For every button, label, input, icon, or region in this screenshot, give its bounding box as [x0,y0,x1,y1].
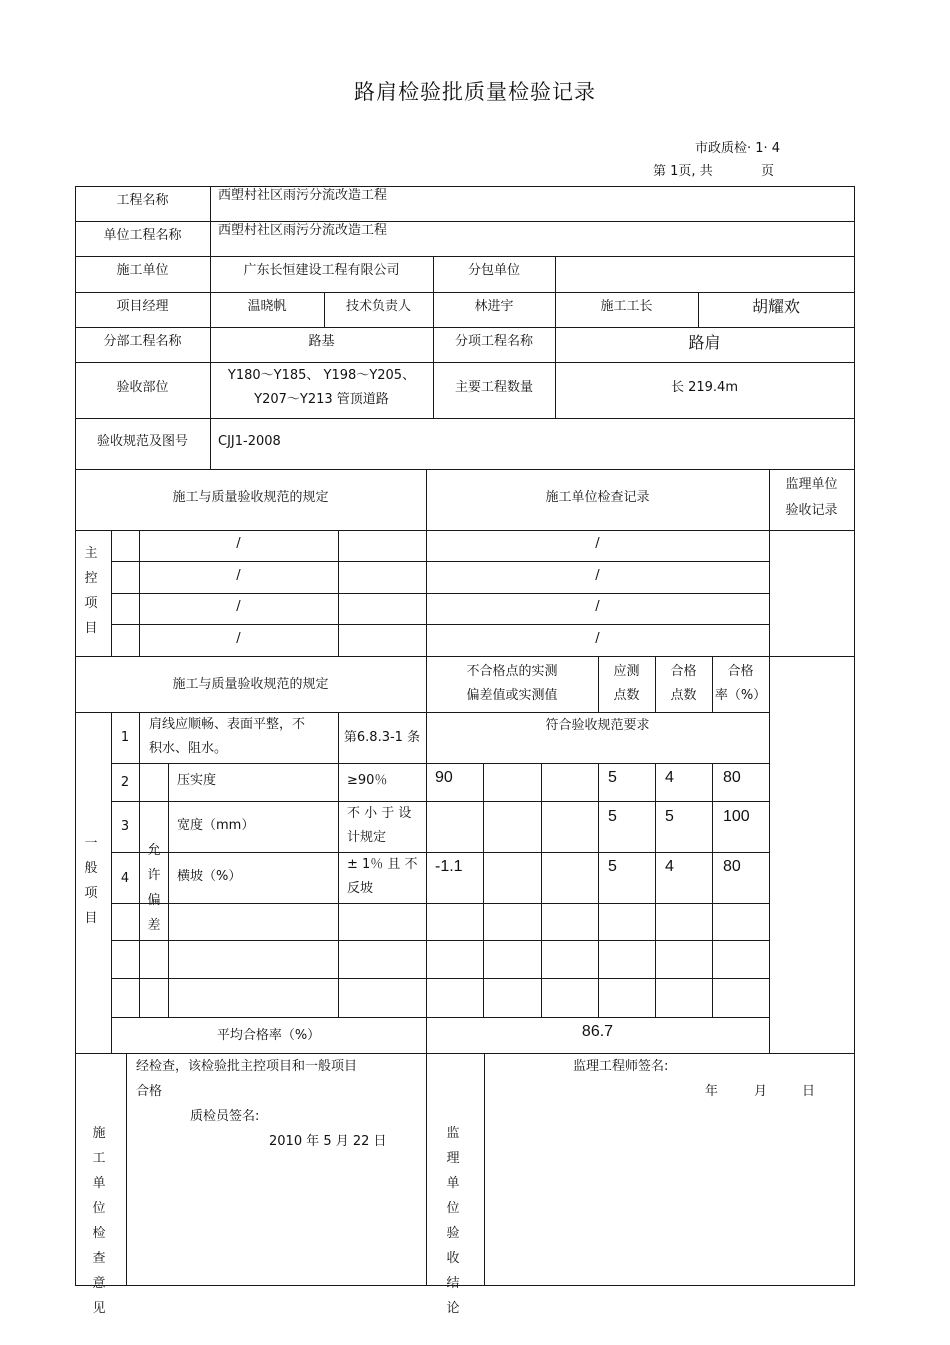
project-manager-value: 温晓帆 [247,299,287,314]
project-manager-label: 项目经理 [116,299,169,314]
page-total-label: 共 [699,164,713,179]
item-2-points: 5 [608,769,617,786]
document-title: 路肩检验批质量检验记录 [354,80,596,104]
pass-header-line2: 点数 [670,688,697,703]
item-4-requirement-line1: ± 1％ 且 不 [347,857,418,872]
item-2-rate: 80 [723,769,741,786]
item-2-requirement: ≥90％ [347,773,388,788]
supervisor-date-day: 日 [802,1084,816,1099]
points-header-line2: 点数 [613,688,640,703]
inspection-record-table [75,186,855,1316]
location-line1: Y180～Y185、 Y198～Y205、 [227,368,416,383]
average-pass-rate-value: 86.7 [581,1023,614,1040]
contractor-opinion-line2: 合格 [136,1084,163,1099]
tolerance-label: 允许偏差 [147,843,161,933]
location-label: 验收部位 [116,380,169,395]
item-3-requirement-line2: 计规定 [347,830,387,845]
foreman-value: 胡耀欢 [751,297,800,316]
supervisor-header-line1: 监理单位 [785,477,838,492]
quantity-label: 主要工程数量 [454,380,533,395]
deviation-header-line1: 不合格点的实测 [466,664,558,679]
contractor-opinion-line1: 经检查，该检验批主控项目和一般项目 [136,1059,358,1074]
document-number: 市政质检· 1· 4 [695,141,781,156]
points-header-line1: 应测 [613,664,640,679]
spec-label: 验收规范及图号 [96,434,188,449]
subcontractor-label: 分包单位 [467,263,520,278]
project-name-value: 西塱村社区雨污分流改造工程 [218,188,388,203]
item-1-desc-line1: 肩线应顺畅、表面平整，不 [149,717,306,732]
page-suffix: 页 [760,164,774,179]
supervisor-date-month: 月 [754,1084,768,1099]
division-value: 路基 [308,334,335,349]
item-3-name: 宽度（mm） [177,818,255,833]
item-4-rate: 80 [723,858,741,875]
rate-header-line1: 合格 [727,664,754,679]
unit-project-label: 单位工程名称 [103,228,182,243]
quantity-value: 长 219.4m [670,380,738,395]
supervisor-date-year: 年 [705,1084,719,1099]
main-control-group-label: 主控项目 [84,546,98,636]
page-current: 第 1页, [653,164,696,179]
unit-project-value: 西塱村社区雨污分流改造工程 [218,223,388,238]
main-spec-header: 施工与质量验收规范的规定 [172,490,329,505]
main-row-2-spec: / [236,568,241,583]
pass-header-line1: 合格 [670,664,697,679]
item-1-clause: 第6.8.3-1 条 [343,730,421,745]
main-row-4-spec: / [236,631,241,646]
main-row-3-spec: / [236,599,241,614]
main-row-4-record: / [595,631,600,646]
item-4-pass: 4 [665,858,674,875]
contractor-value: 广东长恒建设工程有限公司 [243,263,400,278]
item-2-pass: 4 [665,769,674,786]
deviation-header-line2: 偏差值或实测值 [466,688,558,703]
item-3-pass: 5 [665,808,674,825]
item-3-rate: 100 [723,808,750,825]
item-3-number: 3 [120,819,130,834]
subitem-value: 路肩 [688,333,721,352]
item-1-result: 符合验收规范要求 [545,718,650,733]
inspector-date: 2010 年 5 月 22 日 [269,1134,387,1149]
item-1-desc-line2: 积水、阻水。 [149,741,228,756]
item-4-measured: -1.1 [435,858,463,875]
supervisor-engineer-label: 监理工程师签名: [573,1059,669,1074]
division-label: 分部工程名称 [103,334,182,349]
contractor-opinion-label: 施工单位检查意见 [92,1126,106,1316]
supervisor-header-line2: 验收记录 [785,503,838,518]
item-3-requirement-line1: 不 小 于 设 [347,806,412,821]
item-4-requirement-line2: 反坡 [347,881,374,896]
location-line2: Y207～Y213 管顶道路 [254,392,389,407]
inspector-signature-label: 质检员签名: [190,1109,260,1124]
supervisor-conclusion-label: 监理单位验收结论 [446,1126,460,1316]
page-info [653,160,774,179]
item-4-name: 横坡（%） [177,869,242,884]
contractor-label: 施工单位 [116,263,169,278]
item-4-number: 4 [120,871,130,886]
item-2-name: 压实度 [177,773,217,788]
general-spec-header: 施工与质量验收规范的规定 [172,677,329,692]
tech-lead-value: 林进宇 [474,299,514,314]
tech-lead-label: 技术负责人 [345,299,411,314]
item-3-points: 5 [608,808,617,825]
item-4-points: 5 [608,858,617,875]
rate-header-line2: 率（%） [714,688,767,703]
main-row-3-record: / [595,599,600,614]
average-pass-rate-label: 平均合格率（%） [216,1028,321,1043]
spec-value: CJJ1-2008 [218,434,281,449]
item-2-number: 2 [120,775,130,790]
subitem-label: 分项工程名称 [454,334,533,349]
main-row-2-record: / [595,568,600,583]
foreman-label: 施工工长 [600,299,653,314]
item-1-number: 1 [120,730,130,745]
main-row-1-spec: / [236,536,241,551]
item-2-measured: 90 [435,769,453,786]
main-record-header: 施工单位检查记录 [545,490,650,505]
main-row-1-record: / [595,536,600,551]
general-group-label: 一般项目 [84,836,98,926]
project-name-label: 工程名称 [116,193,169,208]
